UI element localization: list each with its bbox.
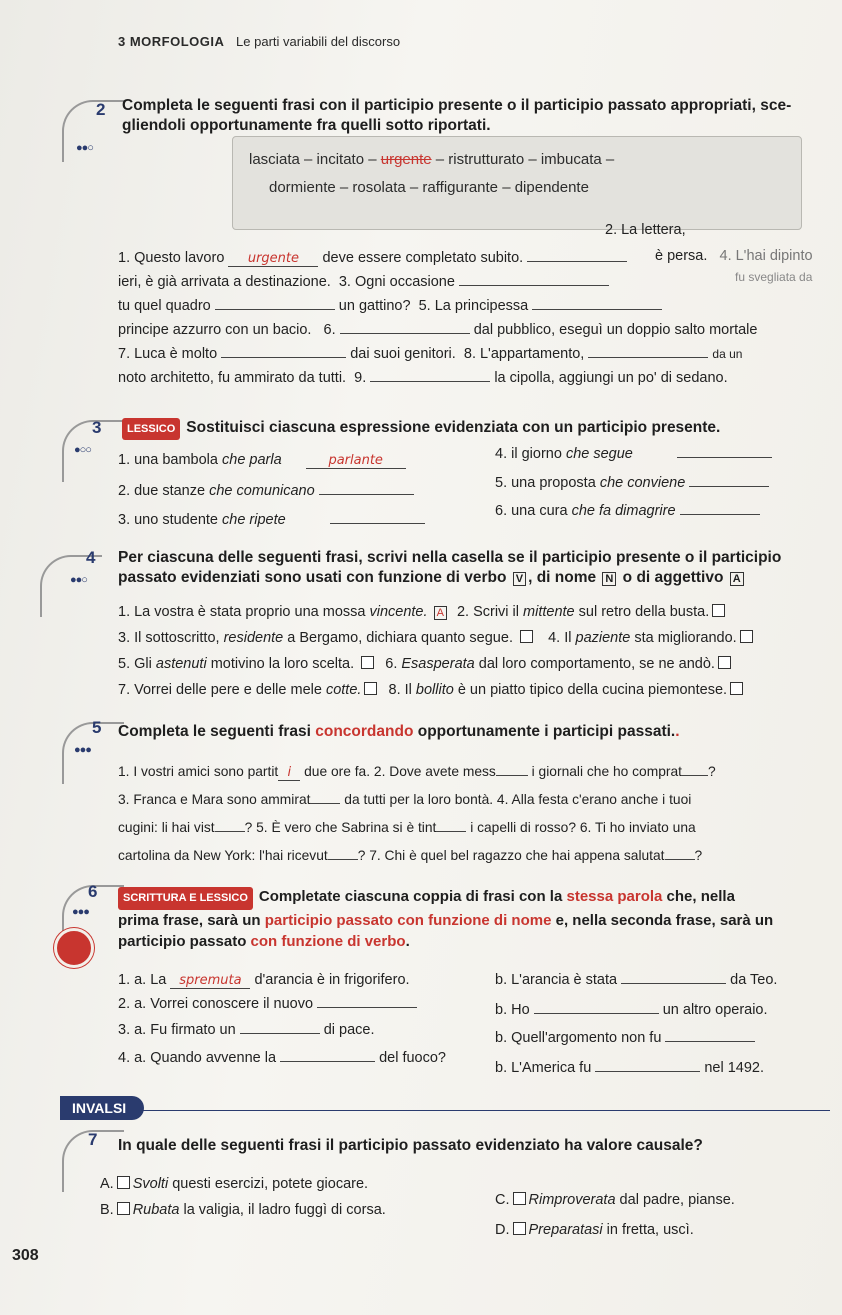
ex2-line-1: 1. Questo lavoro urgente deve essere completato subito.: [118, 250, 627, 267]
answer-blank[interactable]: [317, 1007, 417, 1008]
answer-blank[interactable]: [665, 859, 695, 860]
chapter-subtitle: Le parti variabili del discorso: [236, 34, 401, 49]
option-d[interactable]: D. Preparatasi in fretta, uscì.: [495, 1222, 694, 1238]
ex6-1a: 1. a. La spremuta d'arancia è in frigorifero.: [118, 972, 410, 988]
ex6-3a: 3. a. Fu firmato un di pace.: [118, 1022, 375, 1038]
difficulty-dots-icon: ●●●: [72, 906, 89, 918]
answer-box[interactable]: [730, 682, 743, 695]
answer-blank[interactable]: [215, 831, 245, 832]
word-bank: [232, 136, 802, 230]
exercise-number-4: 4: [86, 548, 96, 567]
answer-blank[interactable]: [459, 285, 609, 286]
option-b[interactable]: B. Rubata la valigia, il ladro fuggì di corsa.: [100, 1202, 386, 1218]
exercise-arc-decoration: [62, 100, 124, 162]
lessico-tag: LESSICO: [122, 418, 180, 440]
checkbox-a[interactable]: [117, 1176, 130, 1189]
answer-blank[interactable]: [621, 983, 726, 984]
option-c[interactable]: C. Rimproverata dal padre, pianse.: [495, 1192, 735, 1208]
exercise-4-instruction: Per ciascuna delle seguenti frasi, scrivi nella casella se il participio presente o il participio passato evidenziati sono usati con funzione di verbo V , di nome N o di aggettivo A: [118, 549, 782, 586]
ex2-line-2: è persa. 4. L'hai dipinto: [655, 248, 813, 264]
ex6-4a: 4. a. Quando avvenne la del fuoco?: [118, 1050, 446, 1066]
answer-blank[interactable]: [310, 803, 340, 804]
answer-box[interactable]: [361, 656, 374, 669]
ex2-line-3: ieri, è già arrivata a destinazione. 3. Ogni occasione: [118, 274, 609, 290]
page-number: 308: [12, 1247, 39, 1264]
answer-blank[interactable]: [221, 357, 346, 358]
exercise-number-5: 5: [92, 718, 102, 737]
ex3-item-2: 2. due stanze che comunicano: [118, 483, 414, 499]
ex6-3b: b. Quell'argomento non fu: [495, 1030, 755, 1046]
difficulty-dots-icon: ●○○: [74, 444, 91, 456]
checkbox-c[interactable]: [513, 1192, 526, 1205]
exercise-6-instruction: SCRITTURA E LESSICO Completate ciascuna coppia di frasi con la stessa parola che, nella prima frase, sarà un participio passato con funzione di nome e, nella seconda frase, sarà un participio passato con funzione di verbo.: [118, 888, 774, 950]
ex2-line-6: 7. Luca è molto dai suoi genitori. 8. L'appartamento, da un: [118, 346, 743, 362]
answer-blank[interactable]: [370, 381, 490, 382]
ex4-row-4: 7. Vorrei delle pere e delle mele cotte. 8. Il bollito è un piatto tipico della cucina piemontese.: [118, 682, 746, 698]
ex5-line-2: 3. Franca e Mara sono ammirat da tutti per la loro bontà. 4. Alla festa c'erano anche i tuoi: [118, 792, 692, 807]
ex2-line-4: tu quel quadro un gattino? 5. La principessa: [118, 298, 662, 314]
answer-blank[interactable]: spremuta: [170, 973, 250, 989]
answer-blank[interactable]: parlante: [306, 453, 406, 469]
exercise-number-6: 6: [88, 882, 98, 901]
exercise-2-instruction: Completa le seguenti frasi con il participio presente o il participio passato appropriati, sce- gliendoli opportunamente fra quelli sotto riportati.: [122, 97, 792, 134]
answer-blank[interactable]: [595, 1071, 700, 1072]
ex6-4b: b. L'America fu nel 1492.: [495, 1060, 764, 1076]
invalsi-banner: INVALSI: [60, 1096, 144, 1120]
exercise-number-2: 2: [96, 100, 106, 119]
word-bank-line-1: lasciata – incitato – urgente – ristrutturato – imbucata –: [249, 151, 615, 168]
cooperative-learning-icon: [54, 928, 94, 968]
answer-box[interactable]: [740, 630, 753, 643]
answer-blank[interactable]: [680, 514, 760, 515]
answer-blank[interactable]: urgente: [228, 251, 318, 267]
ex4-row-2: 3. Il sottoscritto, residente a Bergamo, dichiara quanto segue. 4. Il paziente sta migliorando.: [118, 630, 756, 646]
ex3-item-1: 1. una bambola che parla parlante: [118, 452, 406, 469]
exercise-number-7: 7: [88, 1130, 98, 1149]
difficulty-dots-icon: ●●○: [70, 574, 87, 586]
ex5-line-3: cugini: li hai vist ? 5. È vero che Sabrina si è tint i capelli di rosso? 6. Ti ho inviato una: [118, 820, 696, 835]
answer-blank[interactable]: [527, 261, 627, 262]
answer-box[interactable]: [718, 656, 731, 669]
answer-blank[interactable]: [496, 775, 528, 776]
answer-blank[interactable]: i: [278, 765, 300, 781]
scrittura-lessico-tag: SCRITTURA E LESSICO: [118, 887, 253, 910]
checkbox-b[interactable]: [117, 1202, 130, 1215]
answer-blank[interactable]: [319, 494, 414, 495]
ex2-line-3c: fu svegliata da: [735, 270, 813, 284]
checkbox-d[interactable]: [513, 1222, 526, 1235]
word-bank-line-2: dormiente – rosolata – raffigurante – dipendente: [269, 179, 589, 196]
ex4-row-1: 1. La vostra è stata proprio una mossa vincente. A 2. Scrivi il mittente sul retro della busta.: [118, 604, 728, 620]
chapter-label: 3 MORFOLOGIA: [118, 34, 224, 49]
answer-blank[interactable]: [665, 1041, 755, 1042]
answer-blank[interactable]: [588, 357, 708, 358]
ex3-item-5: 5. una proposta che conviene: [495, 475, 769, 491]
answer-box[interactable]: [520, 630, 533, 643]
ex2-line-5: principe azzurro con un bacio. 6. dal pubblico, eseguì un doppio salto mortale: [118, 322, 758, 338]
ex4-row-3: 5. Gli astenuti motivino la loro scelta. 6. Esasperata dal loro comportamento, se ne andò.: [118, 656, 734, 672]
answer-blank[interactable]: [682, 775, 708, 776]
answer-blank[interactable]: [240, 1033, 320, 1034]
answer-blank[interactable]: [436, 831, 466, 832]
ex6-1b: b. L'arancia è stata da Teo.: [495, 972, 778, 988]
ex2-line-7: noto architetto, fu ammirato da tutti. 9. la cipolla, aggiungi un po' di sedano.: [118, 370, 728, 386]
exercise-3-instruction: LESSICO Sostituisci ciascuna espressione evidenziata con un participio presente.: [122, 418, 720, 440]
answer-blank[interactable]: [534, 1013, 659, 1014]
difficulty-dots-icon: ●●○: [76, 142, 93, 154]
answer-blank[interactable]: [280, 1061, 375, 1062]
answer-blank[interactable]: [677, 457, 772, 458]
invalsi-divider: [60, 1110, 830, 1111]
exercise-5-instruction: Completa le seguenti frasi concordando opportunamente i participi passati..: [118, 723, 680, 740]
answer-blank[interactable]: [330, 523, 425, 524]
answer-blank[interactable]: [340, 333, 470, 334]
answer-blank[interactable]: [215, 309, 335, 310]
ex6-2a: 2. a. Vorrei conoscere il nuovo: [118, 996, 417, 1012]
page-header: [118, 34, 400, 49]
ex2-line-1c: 2. La lettera,: [605, 222, 686, 238]
answer-blank[interactable]: [328, 859, 358, 860]
answer-box[interactable]: [364, 682, 377, 695]
difficulty-dots-icon: ●●●: [74, 744, 91, 756]
ex3-item-4: 4. il giorno che segue: [495, 446, 772, 462]
ex3-item-6: 6. una cura che fa dimagrire: [495, 503, 760, 519]
ex6-2b: b. Ho un altro operaio.: [495, 1002, 768, 1018]
ex5-line-1: 1. I vostri amici sono partit i due ore fa. 2. Dove avete mess i giornali che ho comprat ?: [118, 764, 716, 780]
ex5-line-4: cartolina da New York: l'hai ricevut ? 7. Chi è quel bel ragazzo che hai appena salutat ?: [118, 848, 703, 863]
answer-box[interactable]: [712, 604, 725, 617]
option-a[interactable]: A. Svolti questi esercizi, potete giocare.: [100, 1176, 369, 1192]
ex3-item-3: 3. uno studente che ripete: [118, 512, 425, 528]
exercise-7-instruction: In quale delle seguenti frasi il participio passato evidenziato ha valore causale?: [118, 1137, 703, 1154]
exercise-number-3: 3: [92, 418, 102, 437]
answer-blank[interactable]: [689, 486, 769, 487]
answer-box[interactable]: A: [434, 606, 447, 620]
answer-blank[interactable]: [532, 309, 662, 310]
